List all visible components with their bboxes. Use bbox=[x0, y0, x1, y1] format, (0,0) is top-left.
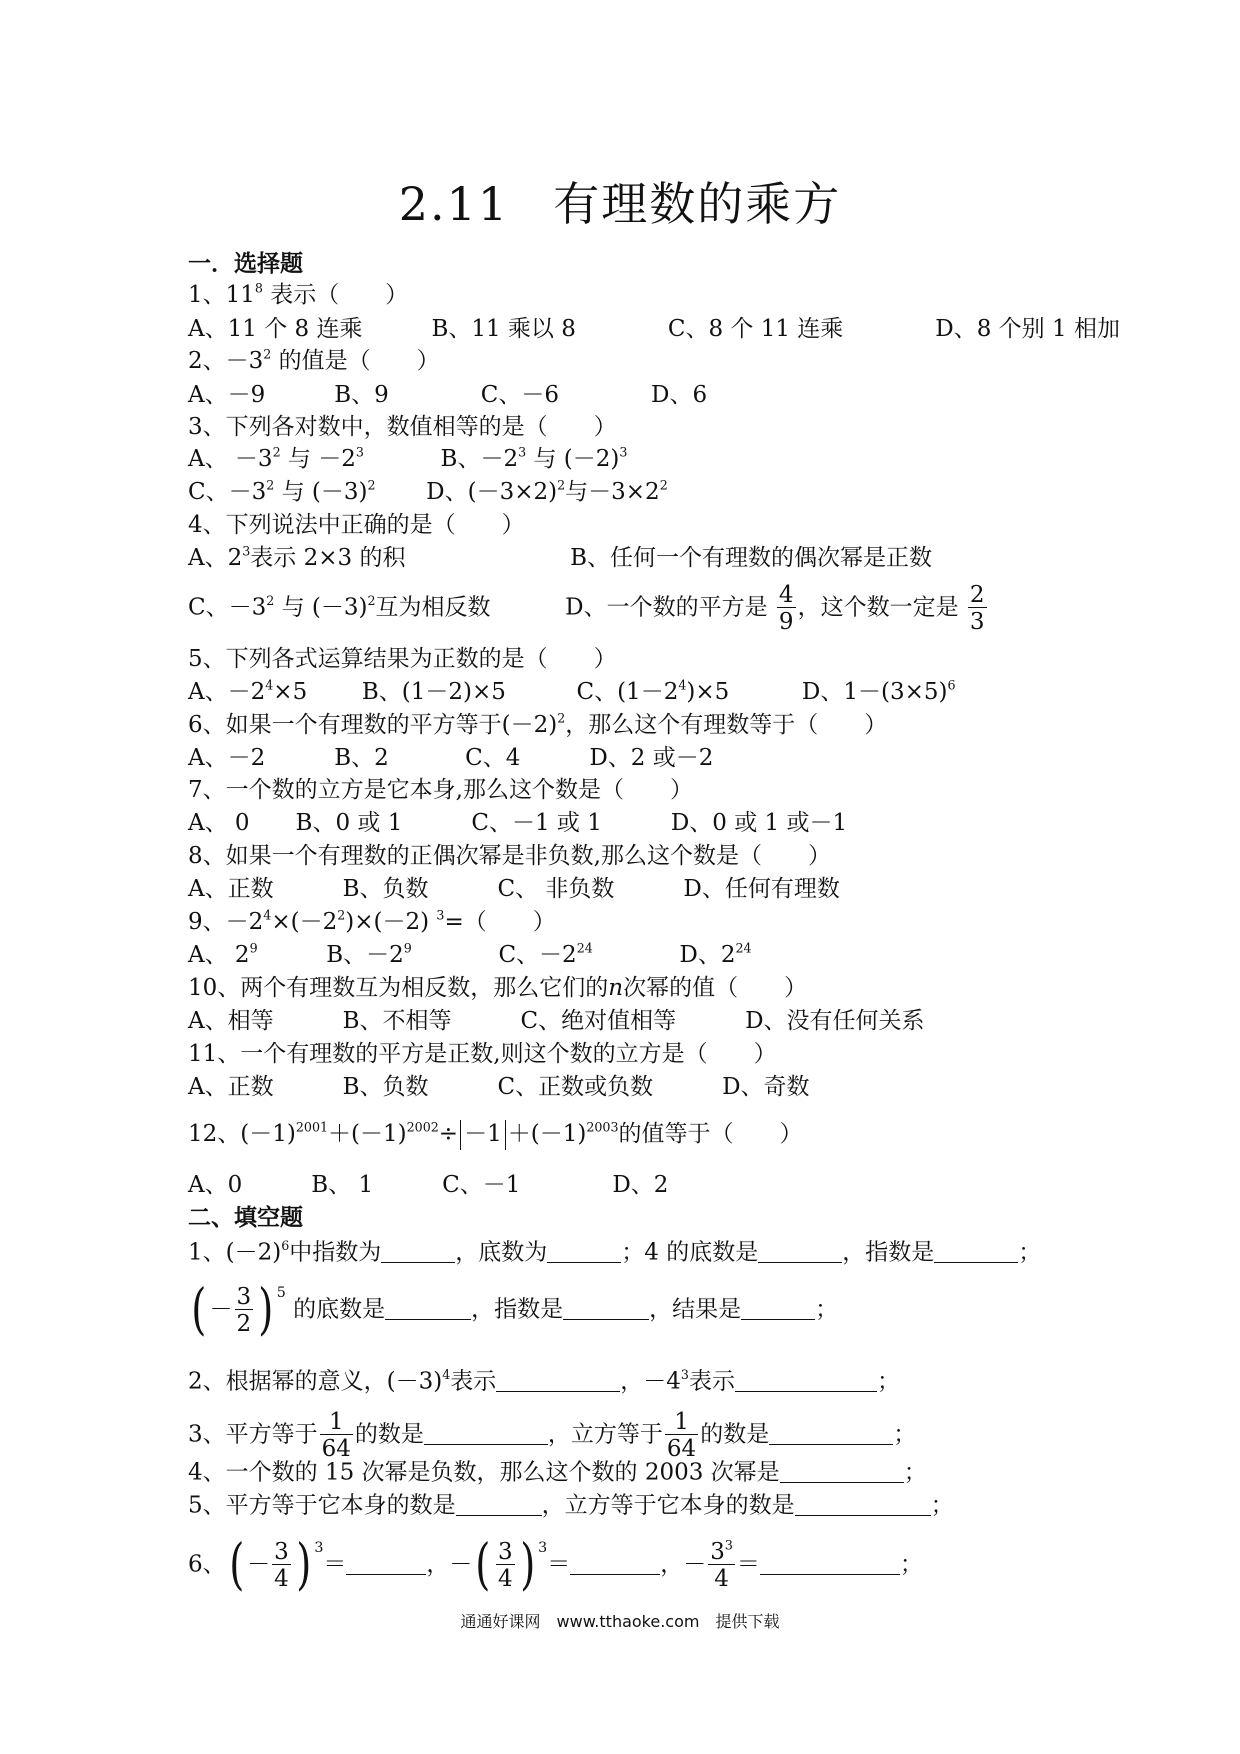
question-6 bbox=[188, 710, 888, 738]
q5-option-c-exp: 4 bbox=[678, 677, 687, 693]
q9-part-c: )×(－2) bbox=[345, 909, 437, 935]
q1-stem-b: 表示（ ） bbox=[270, 282, 409, 308]
page-title bbox=[0, 168, 1240, 234]
f6-sep-2: ，－ bbox=[660, 1551, 707, 1578]
f2-answer-blank-1[interactable] bbox=[496, 1368, 620, 1392]
f4-part-a: 4、一个数的 15 次幂是负数，那么这个数的 2003 次幂是 bbox=[188, 1459, 780, 1486]
q12-part-d: ＋(－1) bbox=[507, 1121, 587, 1147]
f2-exp2: 3 bbox=[680, 1367, 689, 1383]
question-9-options bbox=[188, 940, 752, 968]
q3-option-b-exp2: 3 bbox=[619, 444, 628, 460]
f2-part-c: ，－4 bbox=[620, 1368, 681, 1395]
f1-answer-blank-7[interactable] bbox=[741, 1296, 815, 1320]
f6-sep-1: ，－ bbox=[426, 1551, 473, 1578]
question-10-options: A、相等 B、不相等 C、绝对值相等 D、没有任何关系 bbox=[188, 1008, 925, 1034]
f1-part-j: ，结果是 bbox=[649, 1296, 742, 1323]
q12-part-b: ＋(－1) bbox=[328, 1121, 407, 1147]
f1-left-paren: ( bbox=[191, 1278, 207, 1342]
q4-option-d-part2: ，这个数一定是 bbox=[797, 594, 959, 621]
f6-minus: － bbox=[247, 1551, 271, 1578]
q2-stem-a: 2、－3 bbox=[188, 348, 264, 374]
f6-frac3-numerator: 3 bbox=[710, 1538, 725, 1565]
q6-stem-b: ，那么这个有理数等于（ ） bbox=[565, 712, 888, 738]
q3-option-a-part2: 与 －2 bbox=[280, 446, 356, 472]
q12-exp3: 2003 bbox=[586, 1119, 619, 1135]
f1-right-paren: ) bbox=[258, 1278, 274, 1342]
question-11: 11、一个有理数的平方是正数,则这个数的立方是（ ） bbox=[188, 1041, 777, 1067]
q5-option-c-part1: C、(1－2 bbox=[576, 679, 679, 705]
f1-part-b: 中指数为 bbox=[289, 1239, 382, 1266]
f3-frac1-denominator: 64 bbox=[321, 1436, 351, 1463]
f5-answer-blank-1[interactable] bbox=[456, 1492, 542, 1516]
f6-left-paren-2: ( bbox=[475, 1533, 491, 1597]
q5-option-c-part2: )×5 bbox=[686, 679, 730, 705]
q3-option-d-exp2: 2 bbox=[659, 477, 668, 493]
f3-answer-blank-2[interactable] bbox=[769, 1421, 893, 1445]
f6-equals-3: ＝ bbox=[736, 1551, 760, 1578]
f1-part-a: 1、(－2) bbox=[188, 1239, 282, 1266]
f5-part-c: ； bbox=[930, 1492, 954, 1519]
q4-frac2-denominator: 3 bbox=[969, 609, 985, 636]
f1-paren-exp: 5 bbox=[276, 1284, 286, 1301]
q2-exponent: 2 bbox=[263, 346, 272, 362]
f6-frac2-denominator: 4 bbox=[497, 1566, 513, 1593]
q9-option-d: D、2 bbox=[679, 942, 736, 968]
f2-part-b: 表示 bbox=[450, 1368, 497, 1395]
q9-exp2: 2 bbox=[337, 907, 346, 923]
q2-stem-b: 的值是（ ） bbox=[278, 348, 440, 374]
question-10 bbox=[188, 977, 807, 1000]
f6-left-paren-1: ( bbox=[228, 1533, 244, 1597]
q10-variable-n: n bbox=[608, 975, 624, 1001]
question-3-options-ab bbox=[188, 444, 628, 472]
question-7: 7、一个数的立方是它本身,那么这个数是（ ） bbox=[188, 777, 693, 803]
question-2 bbox=[188, 346, 440, 374]
question-12-options: A、0 B、 1 C、－1 D、2 bbox=[188, 1172, 669, 1198]
q6-exponent: 2 bbox=[557, 710, 566, 726]
f1-part-g: ； bbox=[1018, 1239, 1042, 1266]
f2-answer-blank-2[interactable] bbox=[735, 1368, 877, 1392]
f1-answer-blank-4[interactable] bbox=[934, 1239, 1018, 1263]
f3-fraction-2 bbox=[665, 1410, 698, 1461]
q6-stem-a: 6、如果一个有理数的平方等于(－2) bbox=[188, 712, 558, 738]
f1-part-k: ； bbox=[815, 1296, 839, 1323]
f6-fraction-3 bbox=[708, 1537, 735, 1593]
question-8-options: A、正数 B、负数 C、 非负数 D、任何有理数 bbox=[188, 876, 840, 902]
f3-fraction-1 bbox=[320, 1410, 353, 1461]
f6-right-paren-1: ) bbox=[296, 1533, 312, 1597]
question-6-options: A、－2 B、2 C、4 D、2 或－2 bbox=[188, 745, 714, 771]
q4-option-c-exp2: 2 bbox=[367, 593, 376, 609]
question-4-options-cd bbox=[188, 583, 989, 634]
q3-option-d-exp1: 2 bbox=[557, 477, 566, 493]
f6-answer-blank-2[interactable] bbox=[570, 1551, 660, 1575]
f6-frac3-denominator: 4 bbox=[708, 1564, 735, 1591]
f1-frac-numerator: 3 bbox=[236, 1283, 252, 1310]
f6-frac2-numerator: 3 bbox=[497, 1538, 513, 1565]
section-heading-choice: 一．选择题 bbox=[188, 250, 303, 277]
q12-part-e: 的值等于（ ） bbox=[618, 1121, 803, 1147]
q4-fraction-2-3 bbox=[968, 583, 987, 634]
f1-part-d: ；4 的底数是 bbox=[621, 1239, 759, 1266]
q9-option-d-exp: 24 bbox=[735, 940, 752, 956]
q10-stem-b: 次幂的值（ ） bbox=[623, 975, 808, 1001]
q4-option-c-exp1: 2 bbox=[266, 593, 275, 609]
q9-part-a: 9、－2 bbox=[188, 909, 264, 935]
q9-option-c-exp: 24 bbox=[576, 940, 593, 956]
q4-option-a-part1: A、2 bbox=[188, 545, 243, 571]
f3-part-b: 的数是 bbox=[354, 1421, 424, 1448]
q10-stem-a: 10、两个有理数互为相反数，那么它们的 bbox=[188, 975, 609, 1001]
q3-option-d-part1: D、(－3×2) bbox=[426, 479, 558, 505]
q4-option-a-exp: 3 bbox=[242, 543, 251, 559]
q4-frac1-denominator: 9 bbox=[778, 609, 794, 636]
q12-absolute-value: －1 bbox=[460, 1120, 506, 1150]
f6-fraction-2 bbox=[496, 1540, 515, 1591]
f4-part-b: ； bbox=[903, 1459, 927, 1486]
f3-part-c: ，立方等于 bbox=[547, 1421, 663, 1448]
f6-answer-blank-3[interactable] bbox=[760, 1551, 900, 1575]
q12-part-a: 12、(－1) bbox=[188, 1121, 296, 1147]
section-heading-fill: 二、填空题 bbox=[188, 1204, 303, 1231]
f1-answer-blank-5[interactable] bbox=[385, 1296, 471, 1320]
question-5: 5、下列各式运算结果为正数的是（ ） bbox=[188, 646, 617, 672]
q3-option-b-part1: B、－2 bbox=[440, 446, 519, 472]
f6-frac1-numerator: 3 bbox=[274, 1538, 289, 1565]
q5-option-d-exp: 6 bbox=[947, 677, 956, 693]
question-3: 3、下列各对数中，数值相等的是（ ） bbox=[188, 414, 617, 440]
question-4-options-ab bbox=[188, 543, 932, 571]
question-5-options bbox=[188, 677, 956, 705]
f1-answer-blank-2[interactable] bbox=[547, 1239, 621, 1263]
q4-option-b: B、任何一个有理数的偶次幂是正数 bbox=[570, 545, 932, 571]
q5-option-a-exp: 4 bbox=[265, 677, 274, 693]
f1-fraction bbox=[235, 1285, 254, 1336]
q12-part-c: ÷ bbox=[438, 1121, 459, 1147]
q5-option-a-part1: A、－2 bbox=[188, 679, 266, 705]
f1-answer-blank-3[interactable] bbox=[758, 1239, 842, 1263]
q3-option-a-exp1: 2 bbox=[272, 444, 281, 460]
q4-frac1-numerator: 4 bbox=[778, 582, 794, 608]
footer-source: 通通好课网 www.tthaoke.com 提供下载 bbox=[460, 1612, 780, 1631]
q3-option-c-exp1: 2 bbox=[266, 477, 275, 493]
q1-exponent: 8 bbox=[254, 280, 263, 296]
f6-exp2: 3 bbox=[538, 1539, 548, 1556]
f3-part-d: 的数是 bbox=[700, 1421, 770, 1448]
q4-option-c-part2: 与 (－3) bbox=[274, 594, 368, 621]
f1-answer-blank-6[interactable] bbox=[563, 1296, 649, 1320]
f3-part-a: 3、平方等于 bbox=[188, 1421, 318, 1448]
f6-equals-2: ＝ bbox=[547, 1551, 571, 1578]
question-7-options: A、 0 B、0 或 1 C、－1 或 1 D、0 或 1 或－1 bbox=[188, 810, 848, 836]
q4-option-c-part3: 互为相反数 bbox=[375, 594, 491, 621]
q9-option-b: B、－2 bbox=[326, 942, 404, 968]
q3-option-c-part1: C、－3 bbox=[188, 479, 267, 505]
f3-frac2-denominator: 64 bbox=[666, 1436, 697, 1463]
question-1 bbox=[188, 280, 409, 308]
question-12 bbox=[188, 1120, 802, 1150]
q5-option-b: B、(1－2)×5 bbox=[361, 679, 506, 705]
f6-label: 6、 bbox=[188, 1551, 226, 1578]
title-number: 2.11 bbox=[398, 177, 510, 231]
f1-frac-denominator: 2 bbox=[236, 1311, 252, 1338]
f3-answer-blank-1[interactable] bbox=[424, 1421, 548, 1445]
fill-question-4 bbox=[188, 1459, 927, 1485]
q5-option-a-part2: ×5 bbox=[273, 679, 308, 705]
f3-frac2-numerator: 1 bbox=[674, 1409, 689, 1435]
q4-option-a-part2: 表示 2×3 的积 bbox=[250, 545, 406, 571]
fill-question-3 bbox=[188, 1410, 916, 1461]
question-4: 4、下列说法中正确的是（ ） bbox=[188, 512, 525, 538]
q9-part-d: =（ ） bbox=[444, 909, 556, 935]
q3-option-b-part2: 与 (－2) bbox=[526, 446, 620, 472]
f5-answer-blank-2[interactable] bbox=[795, 1492, 931, 1516]
q12-exp2: 2002 bbox=[406, 1119, 439, 1135]
question-9 bbox=[188, 907, 556, 935]
f6-fraction-1 bbox=[272, 1540, 291, 1591]
f3-frac1-numerator: 1 bbox=[328, 1409, 344, 1435]
q1-stem-a: 1、11 bbox=[188, 282, 255, 308]
q9-option-a-exp: 9 bbox=[249, 940, 258, 956]
fill-question-1 bbox=[188, 1239, 1041, 1265]
f5-part-b: ，立方等于它本身的数是 bbox=[541, 1492, 795, 1519]
q12-exp1: 2001 bbox=[295, 1119, 329, 1135]
f6-end: ； bbox=[899, 1551, 923, 1578]
f4-answer-blank[interactable] bbox=[780, 1459, 904, 1483]
f1-exp: 6 bbox=[281, 1238, 290, 1254]
f2-part-f: ； bbox=[876, 1368, 900, 1395]
q5-option-d: D、1－(3×5) bbox=[801, 679, 948, 705]
q9-part-b: ×(－2 bbox=[271, 909, 338, 935]
f6-exp1: 3 bbox=[314, 1539, 324, 1556]
f2-part-d: 表示 bbox=[688, 1368, 735, 1395]
f6-frac3-numerator-exp: 3 bbox=[724, 1537, 733, 1553]
f1-part-f: ，指数是 bbox=[842, 1239, 935, 1266]
f1-answer-blank-1[interactable] bbox=[381, 1239, 455, 1263]
fill-question-2 bbox=[188, 1368, 900, 1394]
q4-fraction-4-9 bbox=[777, 583, 796, 634]
f1-part-i: ，指数是 bbox=[471, 1296, 564, 1323]
q3-option-c-part2: 与 (－3) bbox=[274, 479, 368, 505]
q9-exp1: 4 bbox=[263, 907, 272, 923]
q3-option-a-exp2: 3 bbox=[355, 444, 364, 460]
q4-option-d-part1: D、一个数的平方是 bbox=[565, 594, 768, 621]
q4-option-c-part1: C、－3 bbox=[188, 594, 267, 621]
fill-question-1-cont bbox=[188, 1278, 839, 1342]
question-11-options: A、正数 B、负数 C、正数或负数 D、奇数 bbox=[188, 1074, 810, 1100]
f6-equals-1: ＝ bbox=[323, 1551, 347, 1578]
q9-option-c: C、－2 bbox=[498, 942, 577, 968]
f6-answer-blank-1[interactable] bbox=[346, 1551, 426, 1575]
q9-option-a: A、 2 bbox=[188, 942, 250, 968]
f6-right-paren-2: ) bbox=[519, 1533, 535, 1597]
f1-part-h: 的底数是 bbox=[293, 1296, 386, 1323]
question-3-options-cd bbox=[188, 477, 668, 505]
question-2-options: A、－9 B、9 C、－6 D、6 bbox=[188, 382, 708, 408]
f2-part-a: 2、根据幂的意义，(－3) bbox=[188, 1368, 443, 1395]
f2-exp1: 4 bbox=[442, 1367, 451, 1383]
fill-question-6 bbox=[188, 1533, 923, 1597]
f3-part-f: ； bbox=[893, 1421, 917, 1448]
f1-minus: － bbox=[209, 1296, 233, 1323]
f5-part-a: 5、平方等于它本身的数是 bbox=[188, 1492, 456, 1519]
q3-option-b-exp1: 3 bbox=[518, 444, 527, 460]
q9-exp3: 3 bbox=[436, 907, 445, 923]
question-8: 8、如果一个有理数的正偶次幂是非负数,那么这个数是（ ） bbox=[188, 843, 831, 869]
q3-option-d-part2: 与－3×2 bbox=[565, 479, 660, 505]
q3-option-a-part1: A、 －3 bbox=[188, 446, 273, 472]
question-1-options: A、11 个 8 连乘 B、11 乘以 8 C、8 个 11 连乘 D、8 个别 1 相加 bbox=[188, 316, 1120, 342]
q3-option-c-exp2: 2 bbox=[367, 477, 376, 493]
f6-frac1-denominator: 4 bbox=[274, 1566, 289, 1593]
fill-question-5 bbox=[188, 1492, 954, 1518]
q9-option-b-exp: 9 bbox=[403, 940, 412, 956]
q4-frac2-numerator: 2 bbox=[969, 582, 985, 608]
title-text: 有理数的乘方 bbox=[553, 177, 842, 231]
f1-part-c: ，底数为 bbox=[455, 1239, 548, 1266]
